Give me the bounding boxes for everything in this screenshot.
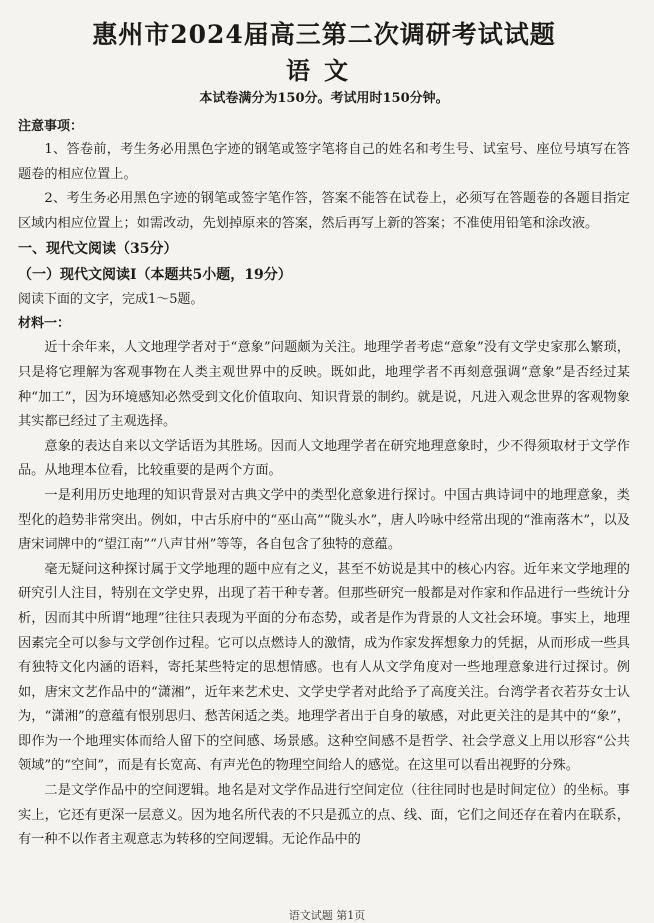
subject-title: 语文 <box>286 56 362 85</box>
paragraph-3: 一是利用历史地理的知识背景对古典文学中的类型化意象进行探讨。中国古典诗词中的地理意象，类型化的趋势非常突出。例如，中古乐府中的“巫山高”“陇头水”，唐人吟咏中经常出现的“淮南落木”，以及唐宋词牌中的“望江南”“八声甘州”等等，各自包含了独特的意蕴。 <box>18 487 630 553</box>
paragraph-2: 意象的表达自来以文学话语为其胜场。因而人文地理学者在研究地理意象时，少不得须取材于文学作品。从地理本位看，比较重要的是两个方面。 <box>18 438 630 479</box>
notice-heading: 注意事项： <box>18 119 84 134</box>
subsection-title: （一）现代文阅读Ⅰ（本题共5小题，19分） <box>18 267 292 284</box>
reading-instruction: 阅读下面的文字，完成1～5题。 <box>18 292 204 308</box>
section-title: 一、现代文阅读（35分） <box>18 241 178 258</box>
material-label: 材料一： <box>18 316 71 332</box>
page-footer: 语文试题 第1页 <box>288 909 366 922</box>
notice-item-2: 2、考生务必用黑色字迹的钢笔或签字笔作答，答案不能答在试卷上，必须写在答题卷的各题目指定区域内相应位置上；如需改动，先划掉原来的答案，然后再写上新的答案；不准使用铅笔和涂改液。 <box>18 191 630 231</box>
exam-meta: 本试卷满分为150分。考试用时150分钟。 <box>199 91 449 106</box>
paragraph-4: 毫无疑问这种探讨属于文学地理的题中应有之义，甚至不妨说是其中的核心内容。近年来文学地理的研究引人注目，特别在文学史界，出现了若干种专著。但那些研究一般都是对作家和作品进行一些统计分析，因而其中所谓“地理”往往只表现为平面的分布态势，或者是作为背景的人文社会环境。事实上，地理因素完全可以参与文学创作过程。它可以点燃诗人的激情，成为作家发挥想象力的凭据，从而形成一些具有独特文化内涵的语料，寄托某些特定的思想情感。也有人从文学角度对一些地理意象进行过探讨。例如，唐宋文艺作品中的“潇湘”，近年来艺术史、文学史学者对此给予了高度关注。台湾学者衣若芬女士认为，“潇湘”的意蕴有恨别思归、愁苦闲适之类。地理学者出于自身的敏感，对此更关注的是其中的“象”，即作为一个地理实体而给人留下的空间感、场景感。这种空间感不是哲学、社会学意义上用以形容“公共领域”的“空间”，而是有长宽高、有声光色的物理空间给人的感觉。在这里可以看出视野的分殊。 <box>18 561 630 774</box>
notice-item-1: 1、答卷前，考生务必用黑色字迹的钢笔或签字笔将自己的姓名和考生号、试室号、座位号填写在答题卷的相应位置上。 <box>18 142 630 182</box>
exam-title: 惠州市2024届高三第二次调研考试试题 <box>92 20 556 49</box>
paragraph-5: 二是文学作品中的空间逻辑。地名是对文学作品进行空间定位（往往同时也是时间定位）的坐标。事实上，它还有更深一层意义。因为地名所代表的不只是孤立的点、线、面，它们之间还存在着内在联系，有一种不以作者主观意志为转移的空间逻辑。无论作品中的 <box>18 783 630 848</box>
paragraph-1: 近十余年来，人文地理学者对于“意象”问题颇为关注。地理学者考虑“意象”没有文学史家那么繁琐，只是将它理解为客观事物在人类主观世界中的反映。既如此，地理学者不再刻意强调“意象”是否经过某种“加工”，因为环境感知必然受到文化价值取向、知识背景的制约。就是说，凡进入观念世界的客观物象其实都已经过了主观选择。 <box>18 340 630 430</box>
